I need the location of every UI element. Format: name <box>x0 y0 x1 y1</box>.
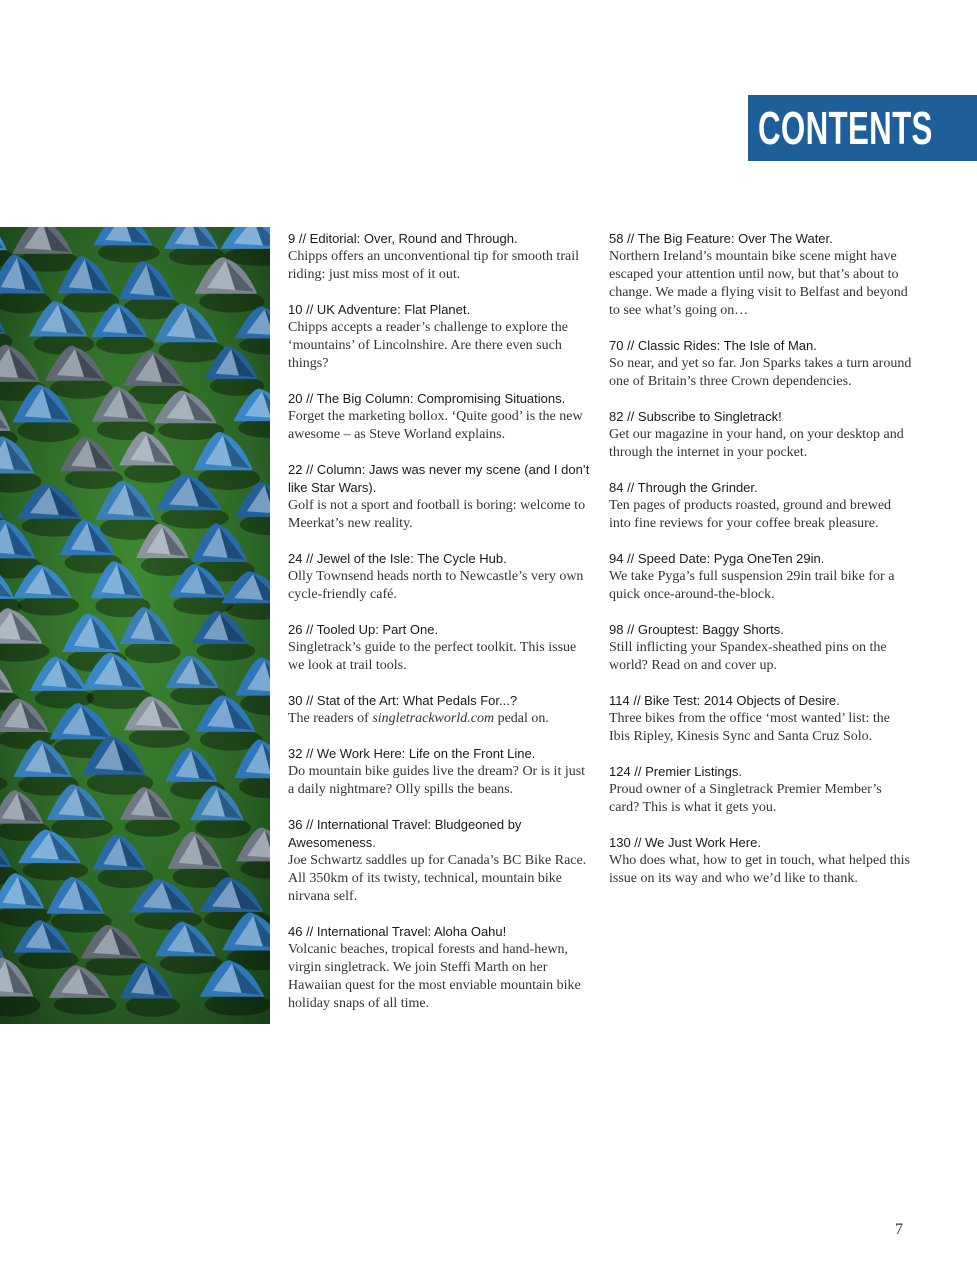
entry-description: Who does what, how to get in touch, what helped this issue on its way and who we’d like to thank. <box>609 853 910 886</box>
entry-description: Joe Schwartz saddles up for Canada’s BC Bike Race. All 350km of its twisty, technical, mountain bike nirvana self. <box>288 853 587 904</box>
entry-description: Get our magazine in your hand, on your desktop and through the internet in your pocket. <box>609 427 904 460</box>
entry-title: 46 // International Travel: Aloha Oahu! <box>288 924 507 939</box>
entry-description: Chipps offers an unconventional tip for smooth trail riding: just miss most of it out. <box>288 249 579 282</box>
contents-entry[interactable] <box>288 816 593 906</box>
entry-description: So near, and yet so far. Jon Sparks takes a turn around one of Britain’s three Crown dependencies. <box>609 356 912 389</box>
entry-title: 124 // Premier Listings. <box>609 764 742 779</box>
entry-title: 114 // Bike Test: 2014 Objects of Desire. <box>609 693 840 708</box>
entry-description: Chipps accepts a reader’s challenge to explore the ‘mountains’ of Lincolnshire. Are there even such things? <box>288 320 569 371</box>
page-title: CONTENTS <box>758 102 933 154</box>
entry-title: 32 // We Work Here: Life on the Front Line. <box>288 746 536 761</box>
contents-entry[interactable] <box>609 230 914 320</box>
entry-title: 130 // We Just Work Here. <box>609 835 761 850</box>
contents-entry[interactable] <box>288 550 593 604</box>
contents-entry[interactable] <box>288 301 593 373</box>
entry-title: 94 // Speed Date: Pyga OneTen 29in. <box>609 551 825 566</box>
contents-entry[interactable] <box>288 745 593 799</box>
contents-entry[interactable] <box>609 834 914 888</box>
contents-right-column <box>609 230 914 905</box>
contents-entry[interactable] <box>288 461 593 533</box>
entry-description: Proud owner of a Singletrack Premier Member’s card? This is what it gets you. <box>609 782 882 815</box>
entry-title: 10 // UK Adventure: Flat Planet. <box>288 302 471 317</box>
website-link[interactable]: singletrackworld.com <box>372 711 495 726</box>
entry-title: 9 // Editorial: Over, Round and Through. <box>288 231 518 246</box>
entry-description: We take Pyga’s full suspension 29in trail bike for a quick once-around-the-block. <box>609 569 895 602</box>
entry-title: 20 // The Big Column: Compromising Situations. <box>288 391 566 406</box>
entry-title: 82 // Subscribe to Singletrack! <box>609 409 782 424</box>
contents-entry[interactable] <box>609 621 914 675</box>
entry-description: Three bikes from the office ‘most wanted’ list: the Ibis Ripley, Kinesis Sync and Santa Cruz Solo. <box>609 711 890 744</box>
entry-title: 36 // International Travel: Bludgeoned by Awesomeness. <box>288 817 522 850</box>
contents-entry[interactable] <box>288 923 593 1013</box>
contents-entry[interactable] <box>288 230 593 284</box>
entry-description <box>288 710 593 728</box>
entry-title: 70 // Classic Rides: The Isle of Man. <box>609 338 817 353</box>
entry-description-text: pedal on. <box>494 711 549 726</box>
entry-description: Olly Townsend heads north to Newcastle’s very own cycle-friendly café. <box>288 569 584 602</box>
contents-entry[interactable] <box>609 692 914 746</box>
entry-description: Volcanic beaches, tropical forests and hand-hewn, virgin singletrack. We join Steffi Marth on her Hawaiian quest for the most enviable mountain bike holiday snaps of all time. <box>288 942 581 1011</box>
contents-entry[interactable] <box>288 692 593 728</box>
contents-entry[interactable] <box>609 337 914 391</box>
contents-entry[interactable] <box>609 763 914 817</box>
entry-title: 30 // Stat of the Art: What Pedals For...? <box>288 693 518 708</box>
entry-description-text: The readers of <box>288 711 373 726</box>
contents-left-column <box>288 230 593 1030</box>
entry-title: 98 // Grouptest: Baggy Shorts. <box>609 622 784 637</box>
contents-entry[interactable] <box>609 550 914 604</box>
entry-title: 24 // Jewel of the Isle: The Cycle Hub. <box>288 551 507 566</box>
entry-title: 58 // The Big Feature: Over The Water. <box>609 231 833 246</box>
entry-description: Still inflicting your Spandex-sheathed pins on the world? Read on and cover up. <box>609 640 887 673</box>
contents-entry[interactable] <box>288 390 593 444</box>
contents-entry[interactable] <box>609 479 914 533</box>
tents-photo <box>0 227 270 1024</box>
entry-description: Golf is not a sport and football is boring: welcome to Meerkat’s new reality. <box>288 498 586 531</box>
entry-description: Ten pages of products roasted, ground and brewed into fine reviews for your coffee break pleasure. <box>609 498 892 531</box>
entry-description: Singletrack’s guide to the perfect toolkit. This issue we look at trail tools. <box>288 640 577 673</box>
contents-entry[interactable] <box>609 408 914 462</box>
page-number: 7 <box>895 1221 903 1238</box>
entry-description: Do mountain bike guides live the dream? Or is it just a daily nightmare? Olly spills the beans. <box>288 764 586 797</box>
contents-entry[interactable] <box>288 621 593 675</box>
contents-banner <box>748 95 977 161</box>
entry-title: 22 // Column: Jaws was never my scene (and I don’t like Star Wars). <box>288 462 590 495</box>
entry-title: 26 // Tooled Up: Part One. <box>288 622 439 637</box>
entry-description: Northern Ireland’s mountain bike scene might have escaped your attention until now, but that’s about to change. We made a flying visit to Belfast and beyond to see what’s going on… <box>609 249 908 318</box>
entry-title: 84 // Through the Grinder. <box>609 480 758 495</box>
entry-description: Forget the marketing bollox. ‘Quite good’ is the new awesome – as Steve Worland explains. <box>288 409 583 442</box>
